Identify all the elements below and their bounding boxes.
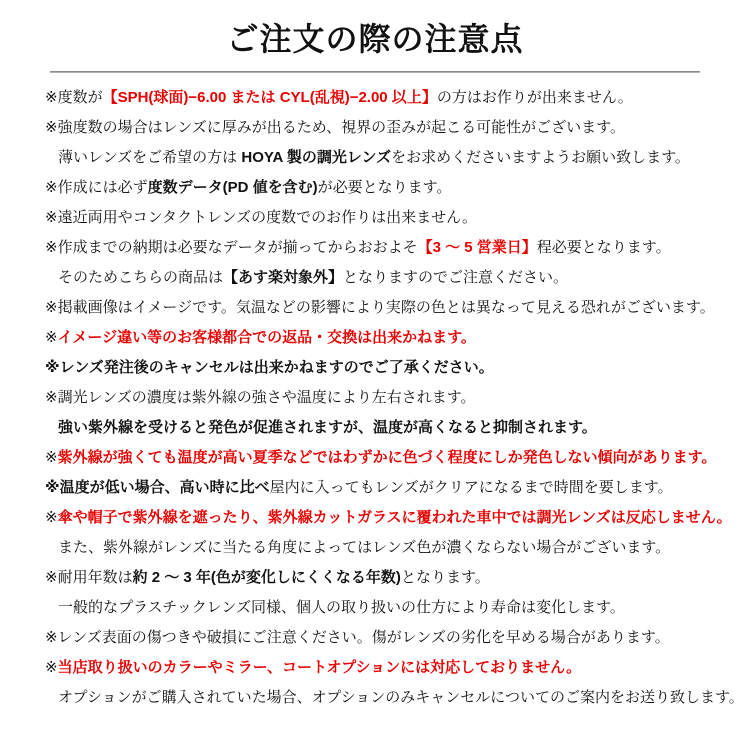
note-segment: ※温度が低い場合、高い時に比べ xyxy=(45,479,270,496)
note-segment: ※強度数の場合はレンズに厚みが出るため、視界の歪みが起こる可能性がございます。 xyxy=(45,119,625,136)
note-line xyxy=(45,623,740,653)
note-segment: 約 2 ～ 3 年(色が変化しにくくなる年数) xyxy=(132,569,401,586)
note-segment: ※作成までの納期は必要なデータが揃ってからおおよそ xyxy=(45,239,418,256)
note-segment: が必要となります。 xyxy=(317,179,452,196)
note-segment: ※度数が xyxy=(45,89,103,106)
note-line xyxy=(45,503,740,533)
title-divider xyxy=(50,71,700,73)
note-line xyxy=(45,143,740,173)
note-line xyxy=(45,353,740,383)
note-line xyxy=(45,113,740,143)
note-segment: ※ xyxy=(45,449,58,466)
note-segment: 薄いレンズをご希望の方は xyxy=(58,149,242,166)
note-segment: 当店取り扱いのカラーやミラー、コートオプションには対応しておりません。 xyxy=(57,659,582,676)
note-segment: 傘や帽子で紫外線を遮ったり、紫外線カットガラスに覆われた車中では調光レンズは反応しません。 xyxy=(57,509,732,526)
note-segment: となりますのでご注意ください。 xyxy=(343,269,569,286)
note-line xyxy=(45,653,740,683)
note-segment: ※作成には必ず xyxy=(45,179,148,196)
note-segment: をお求めくださいますようお願い致します。 xyxy=(391,149,690,166)
note-segment: HOYA 製の調光レンズ xyxy=(241,149,392,166)
note-line xyxy=(45,323,740,353)
note-segment: 強い紫外線を受けると発色が促進されますが、温度が高くなると抑制されます。 xyxy=(58,419,597,436)
note-segment: ※遠近両用やコンタクトレンズの度数でのお作りは出来ません。 xyxy=(45,209,478,226)
note-segment: ※耐用年数は xyxy=(45,569,133,586)
note-segment: 紫外線が強くても温度が高い夏季などではわずかに色づく程度にしか発色しない傾向があります。 xyxy=(57,449,717,466)
page-title: ご注文の際の注意点 xyxy=(226,21,524,57)
note-line xyxy=(45,473,740,503)
note-line xyxy=(45,563,740,593)
note-segment: ※レンズ表面の傷つきや破損にご注意ください。傷がレンズの劣化を早める場合があります。 xyxy=(45,629,670,646)
note-segment: そのためこちらの商品は xyxy=(58,269,224,286)
note-segment: ※レンズ発注後のキャンセルは出来かねますのでご了承ください。 xyxy=(45,359,494,376)
note-line xyxy=(45,293,740,323)
note-segment: イメージ違い等のお客様都合での返品・交換は出来かねます。 xyxy=(57,329,476,346)
note-line xyxy=(45,413,740,443)
note-line xyxy=(45,233,740,263)
note-segment: ※調光レンズの濃度は紫外線の強さや温度により左右されます。 xyxy=(45,389,476,406)
note-line xyxy=(45,173,740,203)
note-segment: 【SPH(球面)−6.00 または CYL(乱視)−2.00 以上】 xyxy=(102,89,437,106)
note-segment: ※ xyxy=(45,329,58,346)
note-line xyxy=(45,383,740,413)
note-line xyxy=(45,443,740,473)
note-segment: となります。 xyxy=(400,569,490,586)
note-line xyxy=(45,593,740,623)
note-line xyxy=(45,83,740,113)
note-line xyxy=(45,683,744,713)
note-segment: 【3 ～ 5 営業日】 xyxy=(417,239,537,256)
note-segment: 度数データ(PD 値を含む) xyxy=(147,179,318,196)
note-segment: オプションがご購入されていた場合、オプションのみキャンセルについてのご案内をお送り致します。 xyxy=(58,689,744,706)
note-segment: 一般的なプラスチックレンズ同様、個人の取り扱いの仕方により寿命は変化します。 xyxy=(58,599,625,616)
note-segment: 屋内に入ってもレンズがクリアになるまで時間を要します。 xyxy=(269,479,673,496)
note-segment: ※掲載画像はイメージです。気温などの影響により実際の色とは異なって見える恐れがございます。 xyxy=(45,299,715,316)
notes-list xyxy=(0,83,750,713)
note-segment: の方はお作りが出来ません。 xyxy=(436,89,633,106)
note-line xyxy=(45,203,740,233)
note-segment: また、紫外線がレンズに当たる角度によってはレンズ色が濃くならない場合がございます。 xyxy=(58,539,671,556)
note-line xyxy=(45,263,740,293)
note-segment: 【あす楽対象外】 xyxy=(223,269,344,286)
note-segment: 程必要となります。 xyxy=(536,239,671,256)
note-line xyxy=(45,533,740,563)
note-segment: ※ xyxy=(45,659,58,676)
note-segment: ※ xyxy=(45,509,58,526)
